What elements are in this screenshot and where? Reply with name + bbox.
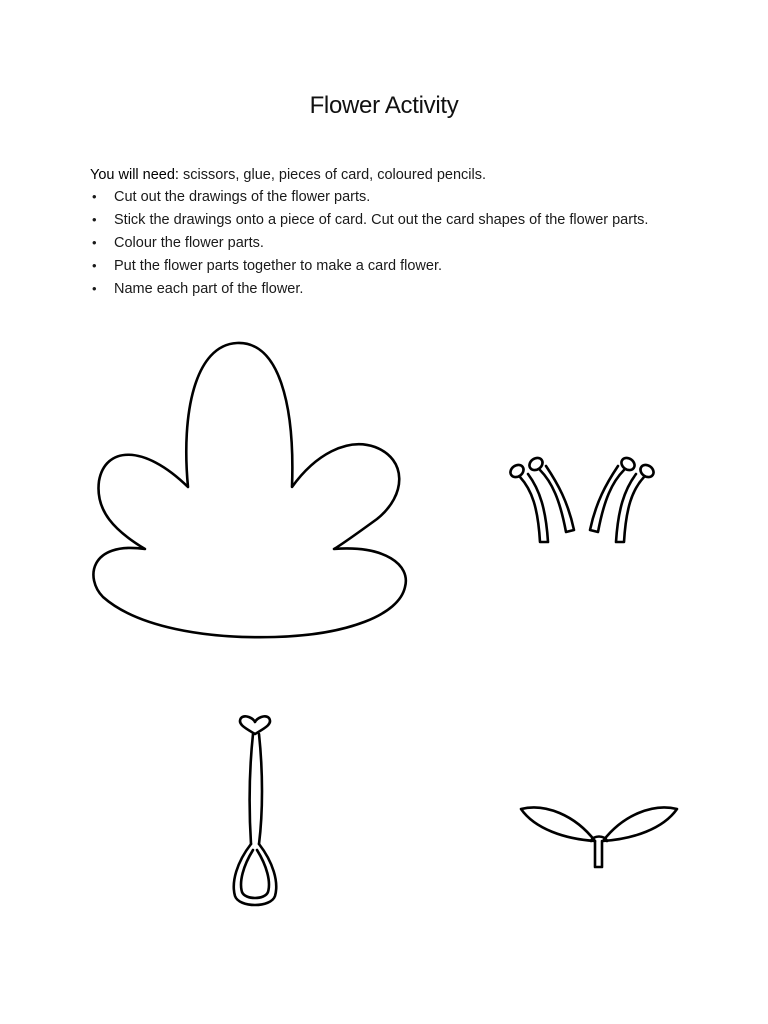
bullet-icon: •: [92, 212, 97, 227]
materials-items: scissors, glue, pieces of card, coloured pencils.: [182, 167, 487, 183]
pistil-drawing: [225, 712, 285, 912]
materials-line: [90, 164, 680, 186]
list-item: • Colour the flower parts.: [90, 232, 680, 254]
bullet-icon: •: [92, 235, 97, 250]
bullet-icon: •: [92, 258, 97, 273]
list-item: • Stick the drawings onto a piece of card. Cut out the card shapes of the flower parts.: [90, 209, 680, 231]
petals-drawing: [85, 335, 415, 645]
stamens-drawing: [500, 450, 665, 550]
list-item: • Name each part of the flower.: [90, 278, 680, 300]
materials-label: You will need:: [90, 167, 179, 183]
instruction-list: [90, 186, 680, 301]
page-title: Flower Activity: [309, 92, 459, 119]
list-item: • Cut out the drawings of the flower parts.: [90, 186, 680, 208]
list-item: • Put the flower parts together to make a card flower.: [90, 255, 680, 277]
bullet-icon: •: [92, 189, 97, 204]
bullet-icon: •: [92, 281, 97, 296]
sepals-drawing: [515, 795, 685, 875]
